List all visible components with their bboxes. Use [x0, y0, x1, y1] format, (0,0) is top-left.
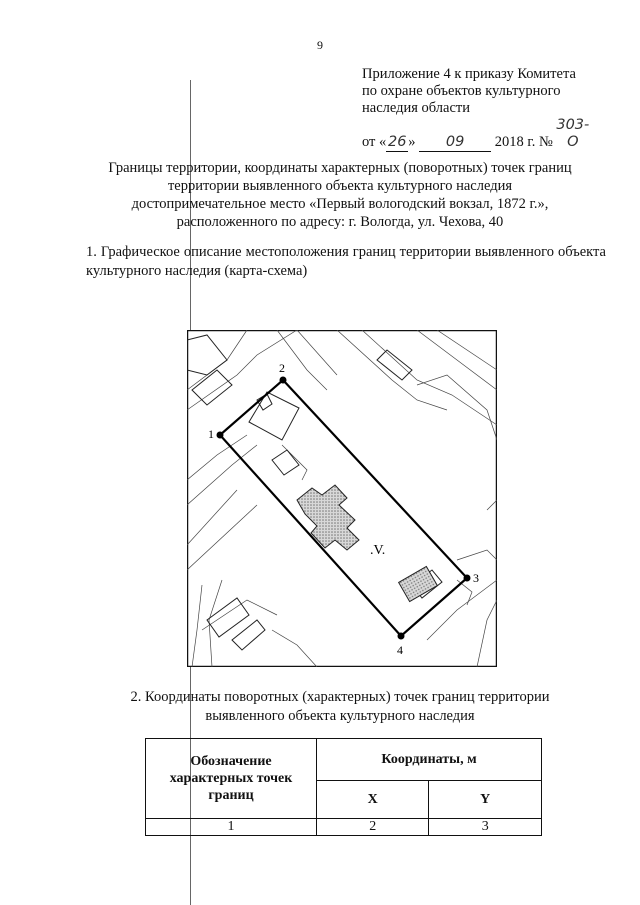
title-line-2: территории выявленного объекта культурного наследия — [167, 178, 513, 194]
boundary-point-2 — [280, 377, 287, 384]
section-2-line-1: 2. Координаты поворотных (характерных) точек границ территории — [130, 689, 550, 705]
date-prefix: от « — [362, 134, 387, 150]
map-center-mark: .V. — [370, 543, 386, 558]
date-month: 09 — [419, 134, 491, 152]
page-number: 9 — [317, 38, 323, 52]
col-header-coordinates: Координаты, м — [317, 739, 542, 781]
index-cell-1: 1 — [146, 819, 317, 836]
appendix-line-1: Приложение 4 к приказу Комитета — [362, 66, 576, 82]
point-label-4: 4 — [397, 643, 403, 657]
point-label-1: 1 — [208, 427, 214, 441]
title-line-3: достопримечательное место «Первый вологодский вокзал, 1872 г.», — [131, 196, 549, 212]
date-mid: » — [408, 134, 416, 150]
col-header-y: Y — [429, 781, 542, 819]
site-map — [187, 330, 497, 667]
appendix-line-3: наследия области — [362, 100, 471, 116]
boundary-point-1 — [217, 432, 224, 439]
appendix-date-line — [362, 117, 632, 152]
point-label-2: 2 — [279, 361, 285, 375]
section-1-heading: 1. Графическое описание местоположения границ территории выявленного объекта культурного наследия (карта-схема) — [86, 244, 606, 279]
date-day: 26 — [388, 134, 407, 150]
coordinates-table — [145, 738, 542, 836]
index-cell-3: 3 — [429, 819, 542, 836]
boundary-point-3 — [464, 575, 471, 582]
title-line-1: Границы территории, координаты характерных (поворотных) точек границ — [108, 160, 572, 176]
col-header-x: X — [317, 781, 429, 819]
document-title — [40, 159, 640, 231]
section-2-line-2: выявленного объекта культурного наследия — [205, 708, 475, 724]
point-label-3: 3 — [473, 571, 479, 585]
col-header-designation: Обозначение характерных точек границ — [146, 739, 317, 819]
order-number: 303-О — [556, 117, 590, 150]
boundary-point-4 — [398, 633, 405, 640]
section-2-heading — [40, 688, 640, 726]
appendix-line-2: по охране объектов культурного — [362, 83, 561, 99]
date-year: 2018 г. № — [494, 134, 553, 150]
appendix-header — [362, 66, 632, 152]
index-cell-2: 2 — [317, 819, 429, 836]
title-line-4: расположенного по адресу: г. Вологда, ул. Чехова, 40 — [176, 214, 504, 230]
